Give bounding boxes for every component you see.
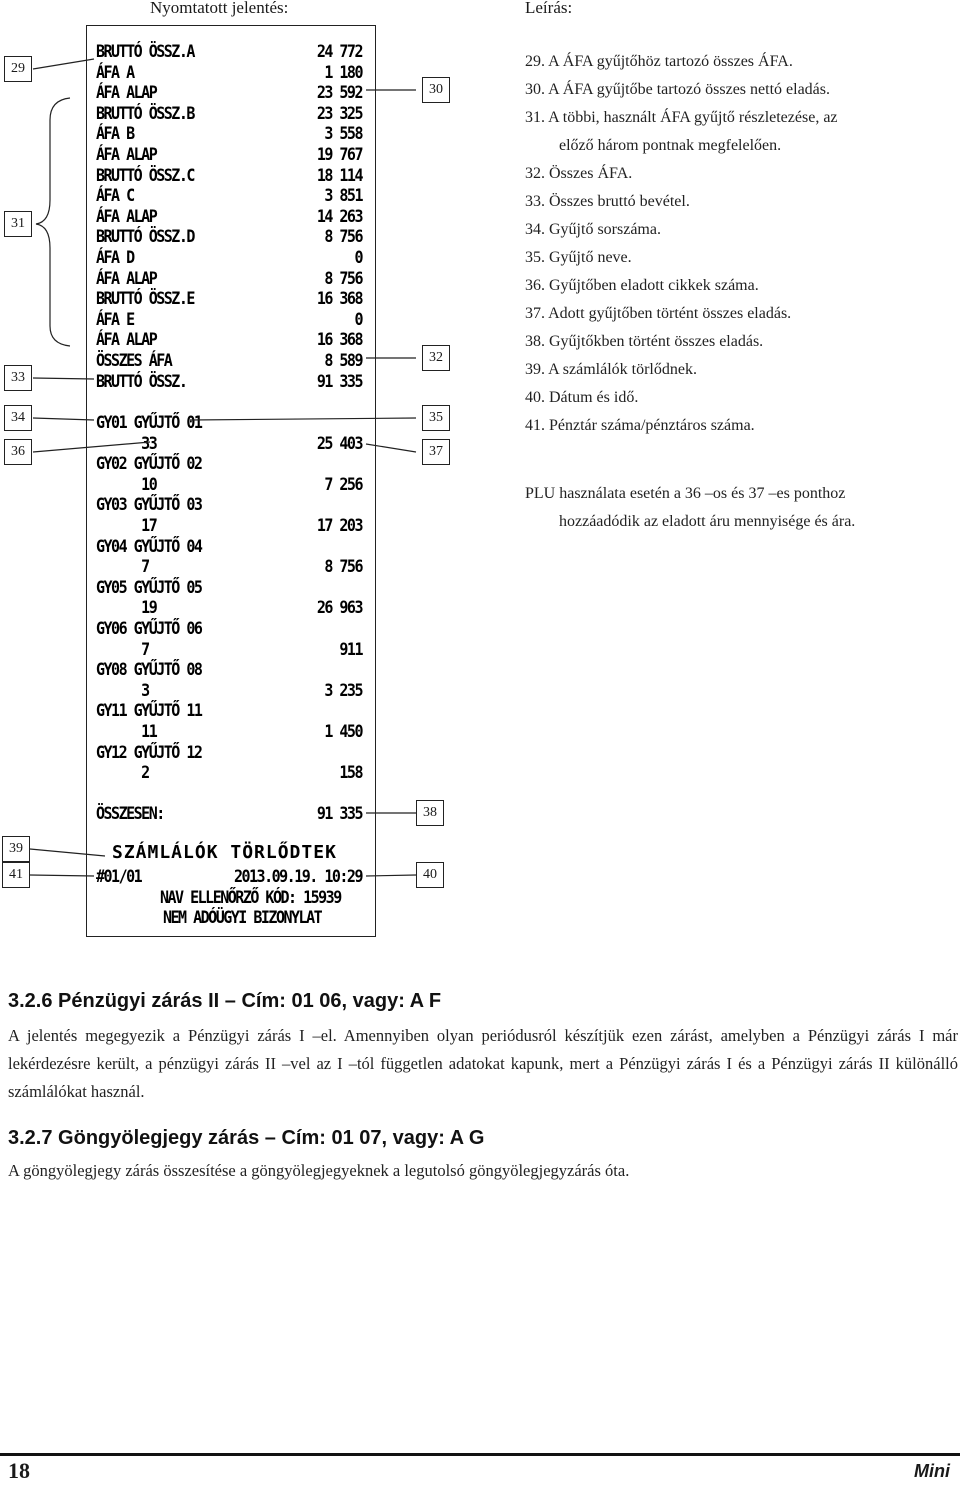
footer-rule [0, 1453, 960, 1456]
receipt-line-value: 16 368 [316, 288, 362, 309]
receipt-line-value: 158 [339, 762, 362, 783]
receipt-line-label: GY01 GYŰJTŐ 01 [96, 412, 202, 433]
description-item: 34. Gyűjtő sorszáma. [525, 221, 661, 238]
section-3-2-6-body: A jelentés megegyezik a Pénzügyi zárás I –el. Amennyiben olyan periódusról készítjük ezen zárást, amelyben a Pénzügyi zárás I már lekérdezésre került, a pénzügyi zárás II –vel az I –tól független adatokat kapunk, mert a Pénzügyi zárás I és a Pénzügyi zárás II különálló számlálókat használ. [8, 1026, 958, 1101]
receipt-line-value: 3 235 [324, 679, 362, 701]
till-id: #01/01 [96, 866, 142, 887]
receipt-line-value: 0 [354, 247, 362, 268]
plu-note-line2: hozzáadódik az eladott áru mennyisége és ára. [559, 513, 856, 530]
description-item: 31. A többi, használt ÁFA gyűjtő részletezése, az [525, 109, 838, 126]
receipt-line-label: 33 [96, 432, 157, 454]
receipt-line-value: 23 325 [316, 102, 362, 124]
receipt-line-value: 8 756 [324, 267, 362, 289]
receipt-line-label: BRUTTÓ ÖSSZ.A [96, 41, 194, 62]
receipt-line-label: ÁFA ALAP [96, 205, 157, 227]
receipt-line-label: GY02 GYŰJTŐ 02 [96, 453, 202, 474]
description-item: 33. Összes bruttó bevétel. [525, 193, 690, 210]
receipt-line-value: 8 756 [324, 556, 362, 577]
callout-33: 33 [4, 365, 32, 391]
receipt-line-label: ÁFA ALAP [96, 267, 157, 289]
receipt-line-label: 7 [96, 638, 149, 660]
counters-cleared-text: SZÁMLÁLÓK TÖRLŐDTEK [112, 842, 337, 863]
plu-note-line1: PLU használata esetén a 36 –os és 37 –es ponthoz [525, 485, 846, 502]
description-item: 29. A ÁFA gyűjtőhöz tartozó összes ÁFA. [525, 53, 793, 70]
receipt-line-label: ÁFA ALAP [96, 329, 157, 351]
receipt-line-value: 91 335 [316, 370, 362, 392]
receipt-line-label: BRUTTÓ ÖSSZ.D [96, 226, 194, 248]
page-number: 18 [8, 1458, 30, 1483]
receipt-line-label: GY06 GYŰJTŐ 06 [96, 618, 202, 639]
description-item: 38. Gyűjtőkben történt összes eladás. [525, 333, 764, 350]
receipt-line-label: ÁFA A [96, 61, 134, 83]
receipt-line-value: 19 767 [316, 144, 362, 165]
receipt-line-label: 10 [96, 473, 157, 495]
description-item: 41. Pénztár száma/pénztáros száma. [525, 417, 755, 434]
report-datetime: 2013.09.19. 10:29 [233, 866, 362, 887]
description-item: 32. Összes ÁFA. [525, 165, 633, 182]
callout-34: 34 [4, 405, 32, 431]
printed-report-heading: Nyomtatott jelentés: [150, 0, 289, 17]
footer-brand: Mini [914, 1461, 950, 1481]
receipt-line-label: GY04 GYŰJTŐ 04 [96, 535, 202, 557]
receipt-line-value: 3 558 [324, 123, 362, 145]
callout-36: 36 [4, 439, 32, 465]
callout-31: 31 [4, 211, 32, 237]
section-3-2-6-title: 3.2.6 Pénzügyi zárás II – Cím: 01 06, vagy: A F [8, 990, 442, 1012]
receipt-line-value: 23 592 [316, 82, 362, 103]
callout-40: 40 [416, 862, 444, 888]
receipt-line-value: 26 963 [316, 597, 362, 619]
receipt-line-value: 24 772 [316, 41, 362, 62]
receipt-line-value: 17 203 [316, 515, 362, 536]
receipt-line-label: BRUTTÓ ÖSSZ.C [96, 164, 194, 186]
receipt-line-label: BRUTTÓ ÖSSZ.E [96, 288, 194, 309]
receipt-line-label: GY12 GYŰJTŐ 12 [96, 741, 202, 763]
receipt-line-value: 911 [339, 638, 362, 660]
receipt-line-label: ÁFA C [96, 185, 134, 206]
description-item: 36. Gyűjtőben eladott cikkek száma. [525, 277, 759, 294]
receipt-line-label: ÁFA D [96, 247, 134, 268]
receipt-line-label: ÁFA ALAP [96, 144, 157, 165]
nav-code: NAV ELLENŐRZŐ KÓD: 15939 [160, 887, 341, 908]
receipt-line-value: 0 [354, 308, 362, 330]
description-item: 37. Adott gyűjtőben történt összes eladás. [525, 305, 792, 322]
plu-note [525, 480, 855, 536]
receipt-line-label: 7 [96, 556, 149, 577]
callout-38: 38 [416, 800, 444, 826]
section-3-2-7-title: 3.2.7 Göngyölegjegy zárás – Cím: 01 07, vagy: A G [8, 1127, 485, 1149]
receipt-line-label: ÁFA ALAP [96, 82, 157, 103]
receipt-line-label: BRUTTÓ ÖSSZ. [96, 370, 187, 392]
receipt-line-value: 1 450 [324, 721, 362, 742]
receipt-line-value: 14 263 [316, 205, 362, 227]
receipt-line-value: 16 368 [316, 329, 362, 351]
receipt-line-label: ÁFA B [96, 123, 134, 145]
callout-29: 29 [4, 56, 32, 82]
receipt-line-label: GY03 GYŰJTŐ 03 [96, 494, 202, 516]
description-item-continuation: előző három pontnak megfelelően. [559, 137, 782, 154]
callout-32: 32 [422, 345, 450, 371]
receipt-line-value: 1 180 [324, 61, 362, 83]
receipt-line-value: 7 256 [324, 473, 362, 495]
receipt-line-label: ÁFA E [96, 308, 134, 330]
description-heading: Leírás: [525, 0, 573, 17]
callout-37: 37 [422, 439, 450, 465]
callout-41: 41 [2, 862, 30, 888]
receipt-line-label: 19 [96, 597, 157, 619]
receipt-line-label: GY08 GYŰJTŐ 08 [96, 659, 202, 680]
section-3-2-7-body: A göngyölegjegy zárás összesítése a göngyölegjegyeknek a legutolsó göngyölegjegyzárás óta. [8, 1161, 630, 1180]
receipt-line-label: GY05 GYŰJTŐ 05 [96, 576, 202, 598]
receipt-line-label: GY11 GYŰJTŐ 11 [96, 700, 202, 722]
receipt-line-label: ÖSSZESEN: [96, 803, 164, 824]
description-item: 30. A ÁFA gyűjtőbe tartozó összes nettó eladás. [525, 81, 830, 98]
receipt-line-label: 3 [96, 679, 149, 701]
receipt-line-label: 11 [96, 721, 157, 742]
description-item: 35. Gyűjtő neve. [525, 249, 632, 266]
description-item: 40. Dátum és idő. [525, 389, 639, 406]
callout-30: 30 [422, 77, 450, 103]
receipt-line-value: 8 756 [324, 226, 362, 248]
receipt-line-label: ÖSSZES ÁFA [96, 350, 172, 371]
receipt-line-value: 25 403 [316, 432, 362, 454]
not-fiscal-receipt: NEM ADÓÜGYI BIZONYLAT [163, 907, 322, 928]
callout-39: 39 [2, 836, 30, 862]
receipt-line-label: BRUTTÓ ÖSSZ.B [96, 102, 194, 124]
description-list [525, 48, 838, 440]
receipt-line-label: 2 [96, 762, 149, 783]
callout-35: 35 [422, 405, 450, 431]
receipt-line-value: 18 114 [316, 164, 362, 186]
receipt-line-value: 3 851 [324, 185, 362, 206]
receipt-line-label: 17 [96, 515, 157, 536]
description-item: 39. A számlálók törlődnek. [525, 361, 697, 378]
receipt-line-value: 91 335 [316, 803, 362, 824]
receipt-line-value: 8 589 [324, 350, 362, 371]
